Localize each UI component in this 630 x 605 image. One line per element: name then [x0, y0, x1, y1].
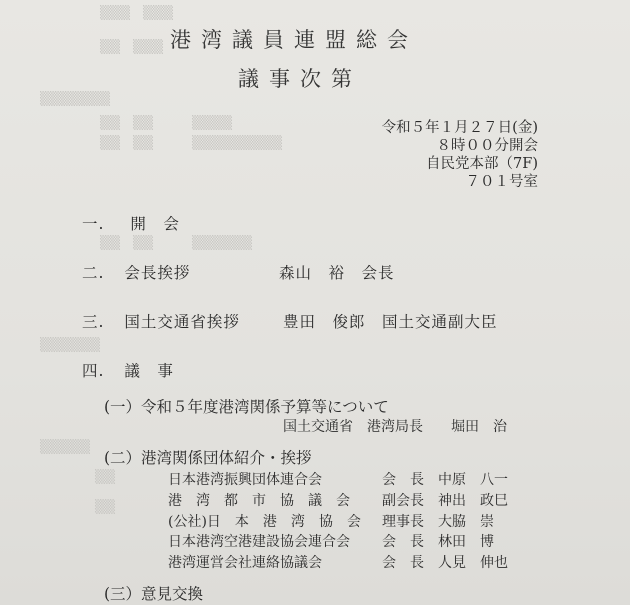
organization-role: 会 長: [382, 555, 424, 571]
meeting-time: ８時００分開会: [436, 138, 538, 154]
agenda-item-number: 二.: [82, 264, 105, 282]
sub-item-discussion: (三）意見交換: [104, 585, 204, 603]
organization-role: 会 長: [382, 472, 424, 488]
bleed-through-text: ▒▒ ▒▒ ▒▒▒▒▒▒: [100, 236, 252, 251]
organization-row: [168, 552, 508, 572]
agenda-item-ministry-greeting: [82, 310, 240, 332]
bleed-through-text: ▒▒: [95, 470, 115, 485]
bleed-through-text: ▒▒ ▒▒ ▒▒▒▒▒▒▒▒▒: [100, 136, 282, 151]
meeting-date: 令和５年１月２７日(金): [381, 120, 538, 136]
agenda-item-number: 三.: [82, 313, 105, 331]
organization-row: [168, 531, 494, 551]
organization-role: 副会長: [382, 493, 424, 509]
sub-item-speaker: 国土交通省 港湾局長 堀田 治: [283, 419, 507, 435]
organization-representative: 中原 八一: [438, 472, 508, 488]
organization-row: [168, 469, 508, 489]
agenda-item-label: 開 会: [130, 215, 180, 233]
agenda-item-label: 会長挨拶: [124, 264, 191, 282]
agenda-item-number: 四.: [82, 362, 105, 380]
organization-representative: 神出 政巳: [438, 493, 508, 509]
sub-item-organizations: (二）港湾関係団体紹介・挨拶: [104, 449, 312, 467]
organization-row: [168, 511, 494, 531]
meeting-room: ７０１号室: [465, 174, 538, 190]
bleed-through-text: ▒▒▒ ▒▒▒: [100, 6, 173, 21]
document-title: 港湾議員連盟総会: [170, 28, 418, 52]
sub-item-budget: (一）令和５年度港湾関係予算等について: [104, 398, 389, 416]
bleed-through-text: ▒▒ ▒▒ ▒▒▒▒: [100, 116, 232, 131]
agenda-item-label: 議 事: [124, 362, 174, 380]
organization-role: 理事長: [382, 514, 424, 530]
organization-representative: 林田 博: [438, 534, 494, 550]
agenda-item-proceedings: [82, 359, 174, 381]
agenda-item-speaker: 豊田 俊郎 国土交通副大臣: [283, 313, 498, 331]
organization-name: (公社)日 本 港 湾 協 会: [168, 514, 361, 530]
meeting-place: 自民党本部（7F): [426, 156, 538, 172]
organization-name: 港 湾 都 市 協 議 会: [168, 493, 350, 509]
organization-name: 港湾運営会社連絡協議会: [168, 555, 322, 571]
organization-representative: 人見 伸也: [438, 555, 508, 571]
agenda-item-speaker: 森山 裕 会長: [279, 264, 395, 282]
bleed-through-text: ▒▒▒▒▒▒▒: [40, 92, 110, 107]
agenda-item-opening: [82, 212, 180, 234]
agenda-item-chair-greeting: [82, 261, 190, 283]
agenda-item-label: 国土交通省挨拶: [124, 313, 240, 331]
bleed-through-text: ▒▒▒▒▒: [40, 440, 90, 455]
agenda-item-number: 一.: [82, 215, 105, 233]
organization-row: [168, 490, 508, 510]
bleed-through-text: ▒▒▒▒▒▒: [40, 338, 100, 353]
bleed-through-text: ▒▒ ▒▒▒: [100, 40, 163, 55]
document-subtitle: 議事次第: [238, 67, 362, 91]
organization-role: 会 長: [382, 534, 424, 550]
organization-name: 日本港湾空港建設協会連合会: [168, 534, 350, 550]
organization-name: 日本港湾振興団体連合会: [168, 472, 322, 488]
organization-representative: 大脇 崇: [438, 514, 494, 530]
bleed-through-text: ▒▒: [95, 500, 115, 515]
